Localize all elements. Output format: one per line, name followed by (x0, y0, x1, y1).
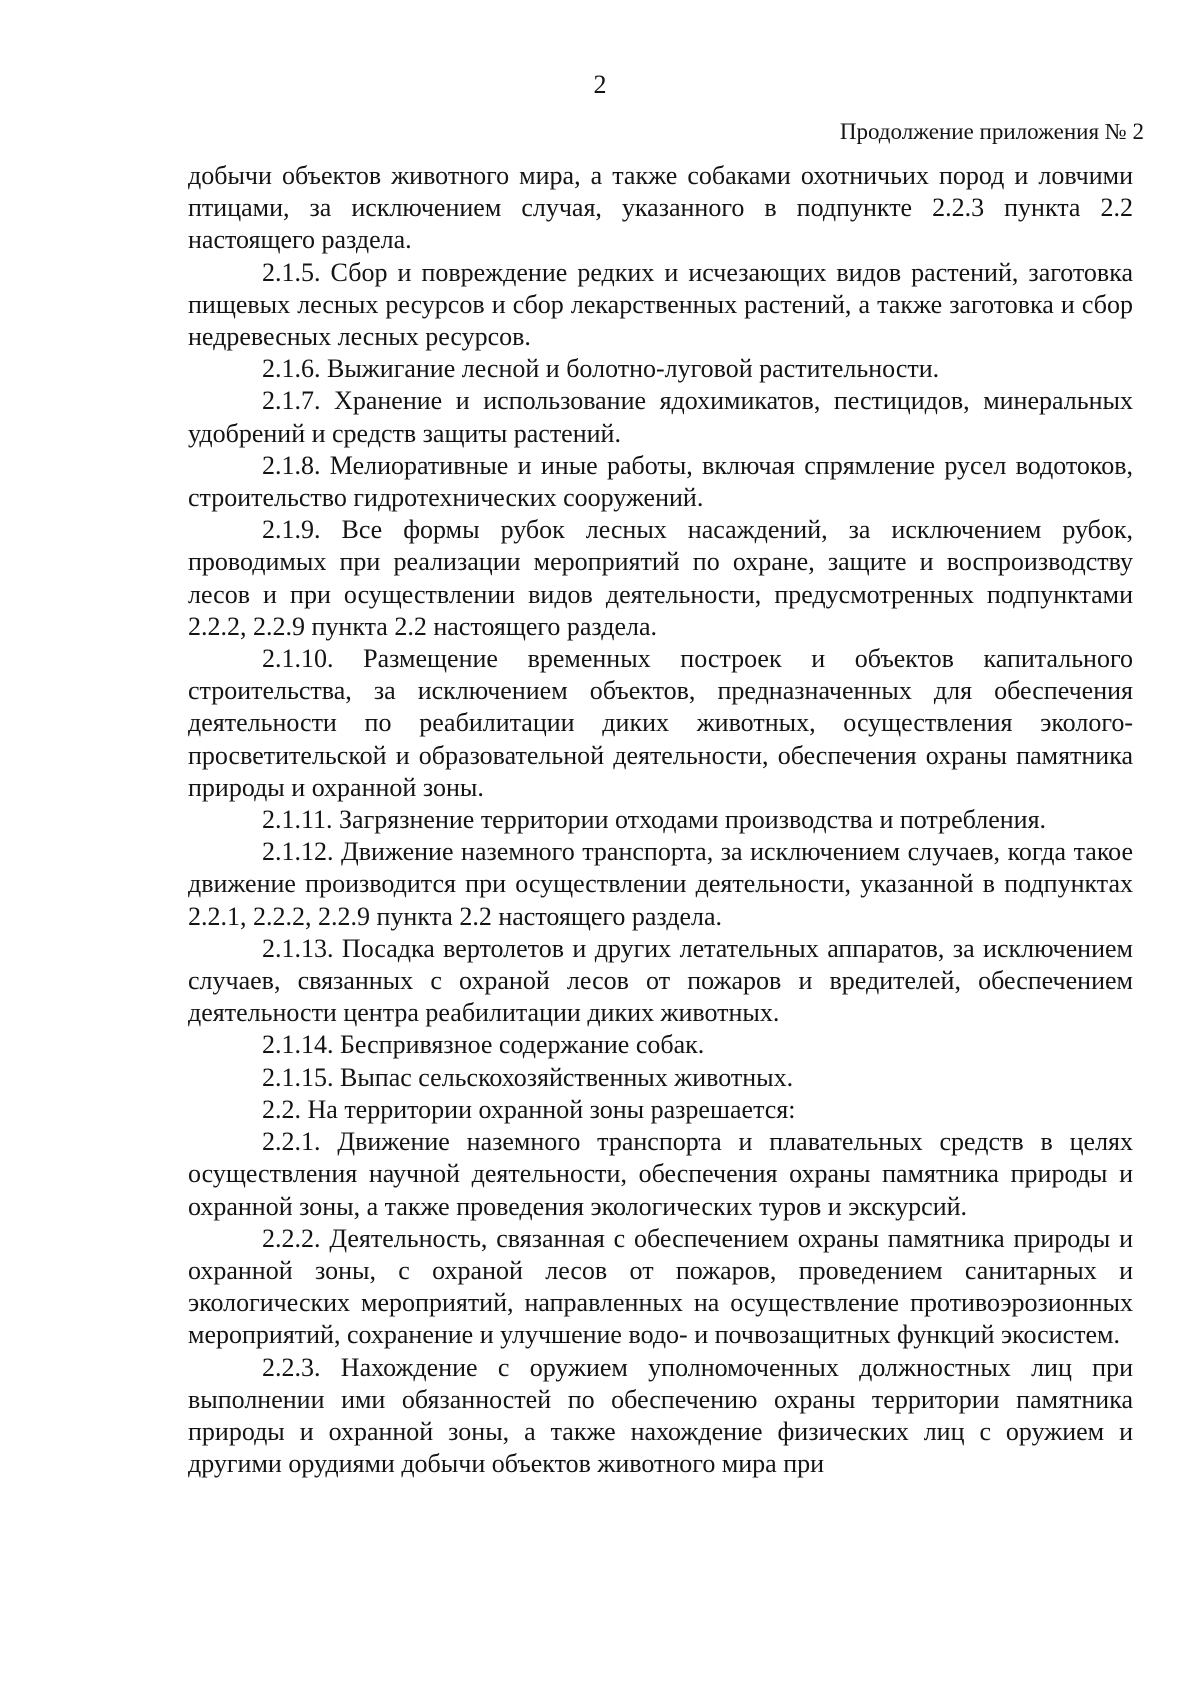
paragraph-2-1-11: 2.1.11. Загрязнение территории отходами производства и потребления. (262, 805, 1047, 835)
paragraph-2-1-8: 2.1.8. Мелиоративные и иные работы, включая спрямление русел водотоков, строительство гидротехнических сооружений. (188, 450, 1133, 513)
document-body (188, 160, 1133, 1480)
paragraph-2-1-7: 2.1.7. Хранение и использование ядохимикатов, пестицидов, минеральных удобрений и средств защиты растений. (188, 386, 1133, 448)
paragraph-2-1-15: 2.1.15. Выпас сельскохозяйственных животных. (262, 1062, 794, 1092)
paragraph-2-1-14: 2.1.14. Беспривязное содержание собак. (262, 1030, 705, 1060)
paragraph-2-2-2: 2.2.2. Деятельность, связанная с обеспечением охраны памятника природы и охранной зоны, с охраной лесов от пожаров, проведением санитарных и экологических мероприятий, направленных на осуществление противоэрозионных мероприятий, сохранение и улучшение водо- и почвозащитных функций экосистем. (188, 1223, 1133, 1350)
paragraph: добычи объектов животного мира, а также собаками охотничьих пород и ловчими птицами, за исключением случая, указанного в подпункте 2.2.3 пункта 2.2 настоящего раздела. (188, 161, 1133, 255)
page-number: 2 (593, 70, 607, 99)
paragraph-2-1-5: 2.1.5. Сбор и повреждение редких и исчезающих видов растений, заготовка пищевых лесных ресурсов и сбор лекарственных растений, а также заготовка и сбор недревесных лесных ресурсов. (188, 257, 1133, 352)
paragraph-2-1-10: 2.1.10. Размещение временных построек и объектов капитального строительства, за исключением объектов, предназначенных для обеспечения деятельности по реабилитации диких животных, осуществления эколого-просветительской и образовательной деятельности, обеспечения охраны памятника природы и охранной зоны. (188, 644, 1133, 802)
paragraph-2-2: 2.2. На территории охранной зоны разрешается: (262, 1094, 796, 1124)
paragraph-2-1-12: 2.1.12. Движение наземного транспорта, за исключением случаев, когда такое движение производится при осуществлении деятельности, указанной в подпунктах 2.2.1, 2.2.2, 2.2.9 пункта 2.2 настоящего раздела. (188, 837, 1133, 931)
appendix-continuation-label: Продолжение приложения № 2 (839, 119, 1144, 144)
paragraph-2-2-3: 2.2.3. Нахождение с оружием уполномоченных должностных лиц при выполнении ими обязанностей по обеспечению охраны территории памятника природы и охранной зоны, а также нахождение физических лиц с оружием и другими орудиями добычи объектов животного мира при (188, 1352, 1133, 1479)
paragraph-2-1-13: 2.1.13. Посадка вертолетов и других летательных аппаратов, за исключением случаев, связанных с охраной лесов от пожаров и вредителей, обеспечением деятельности центра реабилитации диких животных. (188, 933, 1133, 1028)
paragraph-2-1-9: 2.1.9. Все формы рубок лесных насаждений, за исключением рубок, проводимых при реализации мероприятий по охране, защите и воспроизводству лесов и при осуществлении видов деятельности, предусмотренных подпунктами 2.2.2, 2.2.9 пункта 2.2 настоящего раздела. (188, 515, 1133, 641)
paragraph-2-2-1: 2.2.1. Движение наземного транспорта и плавательных средств в целях осуществления научной деятельности, обеспечения охраны памятника природы и охранной зоны, а также проведения экологических туров и экскурсий. (188, 1127, 1133, 1221)
paragraph-2-1-6: 2.1.6. Выжигание лесной и болотно-луговой растительности. (262, 354, 940, 384)
